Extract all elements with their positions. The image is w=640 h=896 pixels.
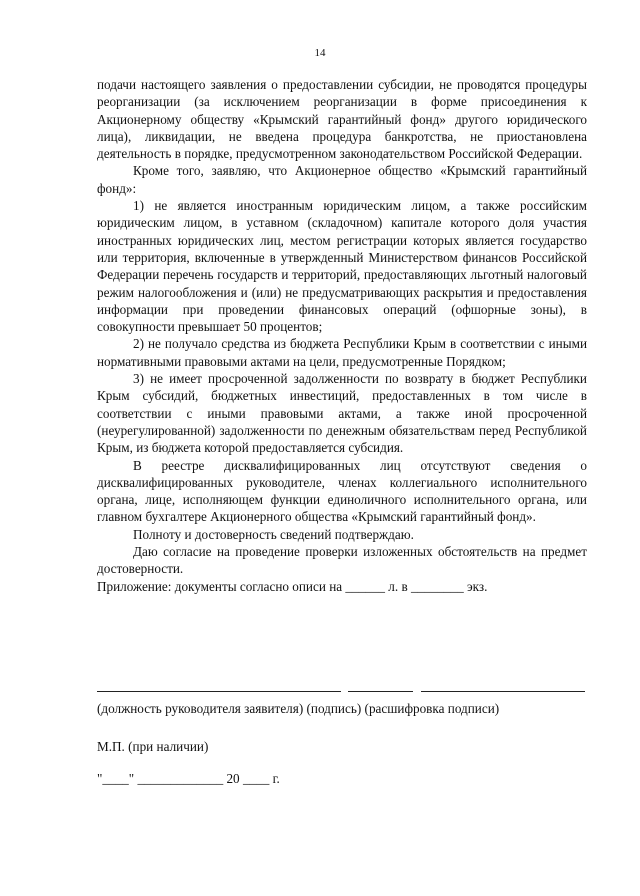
date-line: "____" _____________ 20 ____ г. <box>97 771 280 786</box>
paragraph-item-1: 1) не является иностранным юридическим лицом, а также российским юридическим лицом, в уставном (складочном) капитале которого доля участия иностранных юридических лиц, местом регистрации которых является государство или территория, включенные в утвержденный Министерством финансов Российской Федерации перечень государств и территорий, предоставляющих льготный налоговый режим налогообложения и (или) не предусматривающих раскрытия и предоставления информации при проведении финансовых операций (офшорные зоны), в совокупности превышает 50 процентов; <box>97 198 587 335</box>
name-signature-line <box>421 691 585 692</box>
paragraph-confirmation: Полноту и достоверность сведений подтверждаю. <box>133 526 414 542</box>
paragraph-item-2: 2) не получало средства из бюджета Республики Крым в соответствии с иными нормативными правовыми актами на цели, предусмотренные Порядком; <box>97 336 587 369</box>
document-body <box>97 76 587 595</box>
paragraph-declaration-intro: Кроме того, заявляю, что Акционерное общество «Крымский гарантийный фонд»: <box>97 163 587 196</box>
position-signature-line <box>97 691 341 692</box>
attachment-line: Приложение: документы согласно описи на ______ л. в ________ экз. <box>97 578 488 594</box>
paragraph-continuation: подачи настоящего заявления о предоставлении субсидии, не проводятся процедуры реорганизации (за исключением реорганизации в форме присоединения к Акционерному обществу «Крымский гарантийный фонд» другого юридического лица), ликвидации, не введена процедура банкротства, не приостановлена деятельность в порядке, предусмотренном законодательством Российской Федерации. <box>97 77 587 162</box>
paragraph-registry: В реестре дисквалифицированных лиц отсутствуют сведения о дисквалифицированных руководителе, членах коллегиального исполнительного органа, лице, исполняющем функции единоличного исполнительного органа, или главном бухгалтере Акционерного общества «Крымский гарантийный фонд». <box>97 457 587 525</box>
paragraph-item-3: 3) не имеет просроченной задолженности по возврату в бюджет Республики Крым субсидий, бюджетных инвестиций, предоставленных в том числе в соответствии с иными правовыми актами, а также иной просроченной (неурегулированной) задолженности по денежным обязательствам перед Республикой Крым, из бюджета которой предоставляется субсидия. <box>97 371 587 456</box>
signature-line <box>348 691 413 692</box>
signature-lines <box>97 691 587 693</box>
stamp-note: М.П. (при наличии) <box>97 739 209 754</box>
signature-caption: (должность руководителя заявителя) (подпись) (расшифровка подписи) <box>97 701 500 716</box>
paragraph-consent: Даю согласие на проведение проверки изложенных обстоятельств на предмет достоверности. <box>97 544 587 577</box>
page-number: 14 <box>314 47 326 59</box>
